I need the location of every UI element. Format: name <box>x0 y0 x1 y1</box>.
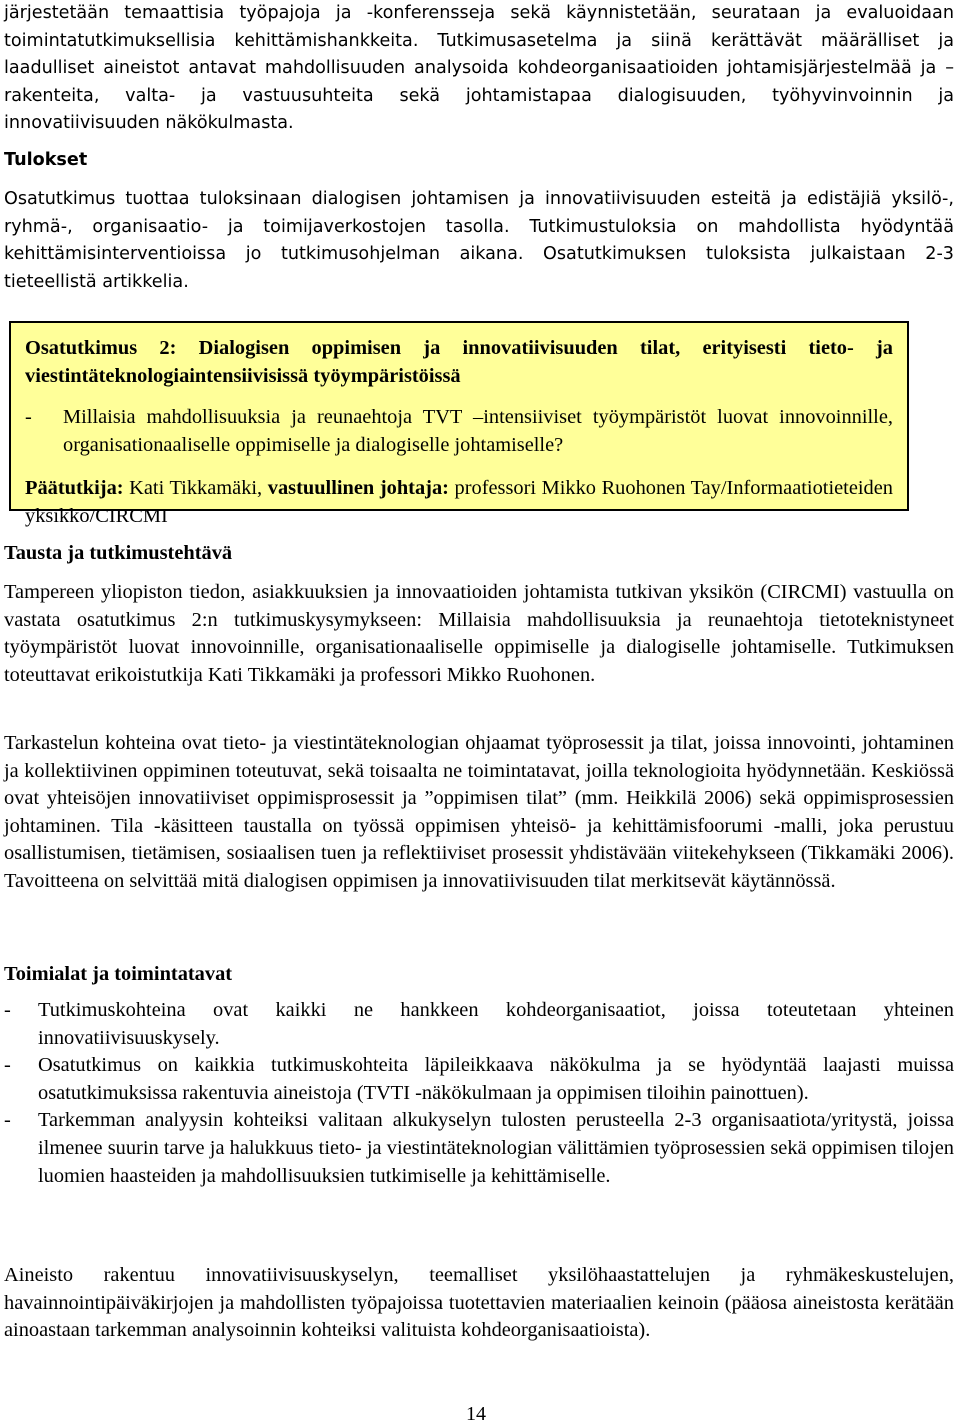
page-number: 14 <box>466 1403 486 1425</box>
intro-paragraph: järjestetään temaattisia työpajoja ja -konferensseja sekä käynnistetään, seurataan ja evaluoidaan toimintatutkimuksellisia kehittämishankkeita. Tutkimusasetelma ja siinä kerättävät määrälliset ja laadulliset aineistot antavat mahdollisuuden analysoida kohdeorganisaatioiden johtamisjärjestelmää ja –rakenteita, valta- ja vastuusuhteita sekä johtamistapaa dialogisuuden, työhyvinvoinnin ja innovatiivisuuden näkökulmasta. <box>4 3 954 134</box>
list-item <box>4 1052 954 1107</box>
dash-marker: - <box>4 1109 11 1132</box>
box-title: Osatutkimus 2: Dialogisen oppimisen ja innovatiivisuuden tilat, erityisesti tieto- ja viestintäteknologiaintensiivisissä työympäristöissä <box>25 337 893 387</box>
list-item <box>4 997 954 1052</box>
list-item-text: Osatutkimus on kaikkia tutkimuskohteita läpileikkaava näkökulma ja se hyödyntää laajasti muissa osatutkimuksissa rakentuvia aineistoja (TVTI -näkökulmaan ja oppimisen tiloihin painottuen). <box>38 1054 954 1104</box>
dash-marker: - <box>4 999 11 1021</box>
box-question-item <box>25 404 893 459</box>
box-question: Millaisia mahdollisuuksia ja reunaehtoja TVT –intensiiviset työympäristöt luovat innovoinnille, organisationaaliselle oppimiselle ja dialogiselle johtamiselle? <box>63 406 893 456</box>
lead-name: Kati Tikkamäki, <box>129 477 263 500</box>
list-item-text: Tutkimuskohteina ovat kaikki ne hankkeen kohdeorganisaatiot, joissa toteutetaan yhteinen innovatiivisuuskysely. <box>38 999 954 1049</box>
tulokset-paragraph: Osatutkimus tuottaa tuloksinaan dialogisen johtamisen ja innovatiivisuuden esteitä ja edistäjiä yksilö-, ryhmä-, organisaatio- ja toimijaverkostojen tasolla. Tutkimustuloksia on mahdollista hyödyntää kehittämisinterventioissa jo tutkimusohjelman aikana. Osatutkimuksen tuloksista julkaistaan 2-3 tieteellistä artikkelia. <box>4 189 954 292</box>
box-lead-line <box>25 475 893 530</box>
subproject-box <box>9 321 909 527</box>
lead-label: Päätutkija: <box>25 477 124 500</box>
closing-paragraph: Aineisto rakentuu innovatiivisuuskyselyn, teemalliset yksilöhaastattelujen ja ryhmäkeskustelujen, havainnointipäiväkirjojen ja mahdollisten työpajoissa tuotettavien materiaalien keinoin (pääosa aineistosta kerätään ainoastaan tarkemman analysoinnin kohteiksi valituista kohdeorganisaatioista). <box>4 1264 954 1342</box>
tausta-paragraph-1: Tampereen yliopiston tiedon, asiakkuuksien ja innovaatioiden johtamista tutkivan yksikön (CIRCMI) vastuulla on vastata osatutkimus 2:n tutkimuskysymykseen: Millaisia mahdollisuuksia ja reunaehtoja tietoteknistyneet työympäristöt luovat innovoinnille, organisationaaliselle oppimiselle ja dialogiselle johtamiselle. Tutkimuksen toteuttavat erikoistutkija Kati Tikkamäki ja professori Mikko Ruohonen. <box>4 581 954 686</box>
toimialat-list <box>4 997 954 1190</box>
tulokset-heading: Tulokset <box>4 150 88 170</box>
tausta-heading: Tausta ja tutkimustehtävä <box>4 542 233 564</box>
dash-marker: - <box>4 1054 11 1077</box>
dash-marker: - <box>25 406 32 429</box>
list-item-text: Tarkemman analyysin kohteiksi valitaan alkukyselyn tulosten perusteella 2-3 organisaatiota/yritystä, joissa ilmenee suurin tarve ja halukkuus tieto- ja viestintäteknologian välittämien työprosessien sekä oppimisen tilojen luomien haasteiden ja mahdollisuuksien tutkimiselle ja kehittämiselle. <box>38 1109 954 1187</box>
responsible-name: professori Mikko Ruohonen Tay/Informaatiotieteiden yksikkö/CIRCMI <box>25 477 893 527</box>
list-item <box>4 1107 954 1190</box>
toimialat-heading: Toimialat ja toimintatavat <box>4 963 233 985</box>
tausta-paragraph-2: Tarkastelun kohteina ovat tieto- ja viestintäteknologian ohjaamat työprosessit ja tilat, joissa innovointi, johtaminen ja kollektiivinen oppiminen toteutuvat, sekä toisaalta ne toimintatavat, joilla teknologioita hyödynnetään. Keskiössä ovat yhteisöjen innovatiiviset oppimisprosessit ja ”oppimisen tilat” (mm. Heikkilä 2006) sekä oppimisprosessien johtaminen. Tila -käsitteen taustalla on työssä oppimisen yhteisö- ja kehittämisfoorumi -malli, joka perustuu osallistumisen, tietämisen, sosiaalisen tuen ja reflektiiviset prosessit yhdistävään viitekehykseen (Tikkamäki 2006). Tavoitteena on selvittää mitä dialogisen oppimisen ja innovatiivisuuden tilat merkitsevät käytännössä. <box>4 732 954 892</box>
responsible-label: vastuullinen johtaja: <box>267 477 449 500</box>
